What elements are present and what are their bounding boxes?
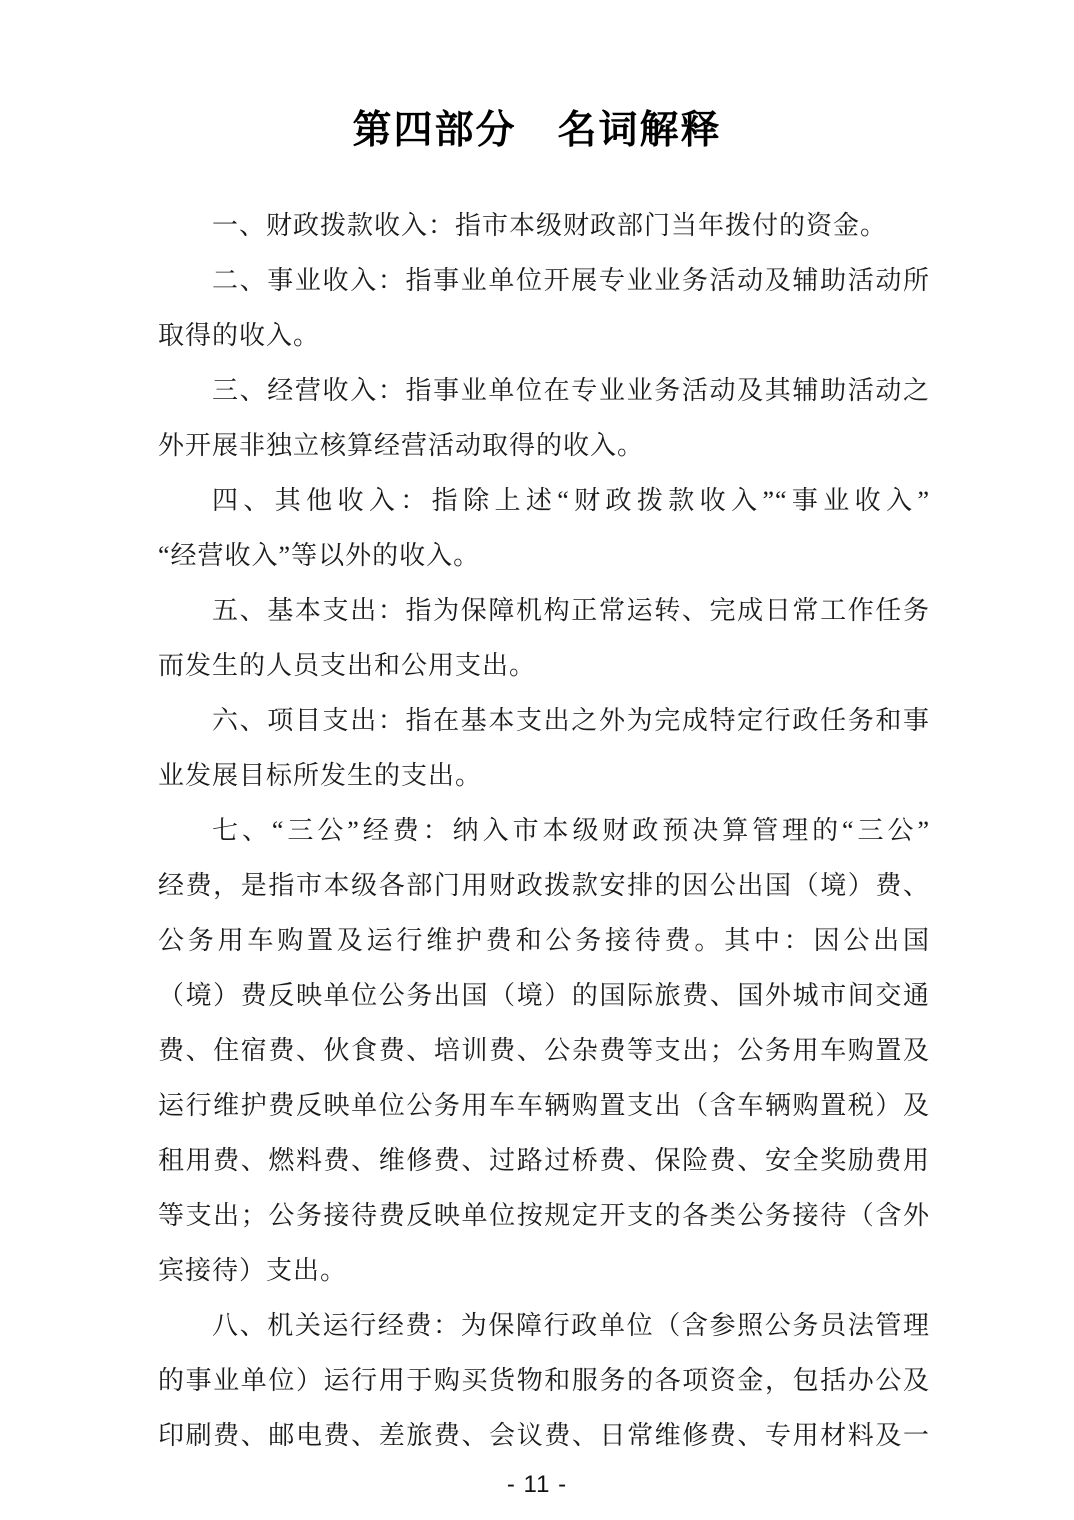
document-body bbox=[158, 198, 930, 1463]
text-line: 费、住宿费、伙食费、培训费、公杂费等支出；公务用车购置及 bbox=[158, 1036, 930, 1065]
text-line: “经营收入”等以外的收入。 bbox=[158, 541, 481, 570]
text-line: 四、其他收入：指除上述“财政拨款收入”“事业收入” bbox=[212, 486, 930, 515]
text-line: 七、“三公”经费：纳入市本级财政预决算管理的“三公” bbox=[212, 816, 930, 845]
text-line: 经费，是指市本级各部门用财政拨款安排的因公出国（境）费、 bbox=[158, 871, 930, 900]
text-line: 外开展非独立核算经营活动取得的收入。 bbox=[158, 431, 645, 460]
text-line: 等支出；公务接待费反映单位按规定开支的各类公务接待（含外 bbox=[158, 1201, 930, 1230]
page-title: 第四部分 名词解释 bbox=[352, 109, 722, 152]
text-line: 二、事业收入：指事业单位开展专业业务活动及辅助活动所 bbox=[212, 266, 930, 295]
text-line: 三、经营收入：指事业单位在专业业务活动及其辅助活动之 bbox=[212, 376, 930, 405]
text-line: 六、项目支出：指在基本支出之外为完成特定行政任务和事 bbox=[212, 706, 930, 735]
text-line: 公务用车购置及运行维护费和公务接待费。其中：因公出国 bbox=[158, 926, 930, 955]
page-number: - 11 - bbox=[506, 1471, 568, 1498]
text-line: 一、财政拨款收入：指市本级财政部门当年拨付的资金。 bbox=[212, 211, 888, 240]
text-line: 运行维护费反映单位公务用车车辆购置支出（含车辆购置税）及 bbox=[158, 1091, 930, 1120]
text-line: 租用费、燃料费、维修费、过路过桥费、保险费、安全奖励费用 bbox=[158, 1146, 930, 1175]
text-line: 印刷费、邮电费、差旅费、会议费、日常维修费、专用材料及一 bbox=[158, 1421, 930, 1450]
text-line: 八、机关运行经费：为保障行政单位（含参照公务员法管理 bbox=[212, 1311, 930, 1340]
text-line: 宾接待）支出。 bbox=[158, 1256, 348, 1285]
text-line: 而发生的人员支出和公用支出。 bbox=[158, 651, 537, 680]
text-line: 取得的收入。 bbox=[158, 321, 321, 350]
text-line: （境）费反映单位公务出国（境）的国际旅费、国外城市间交通 bbox=[158, 981, 930, 1010]
text-line: 业发展目标所发生的支出。 bbox=[158, 761, 483, 790]
text-line: 的事业单位）运行用于购买货物和服务的各项资金，包括办公及 bbox=[158, 1366, 930, 1395]
text-line: 五、基本支出：指为保障机构正常运转、完成日常工作任务 bbox=[212, 596, 930, 625]
